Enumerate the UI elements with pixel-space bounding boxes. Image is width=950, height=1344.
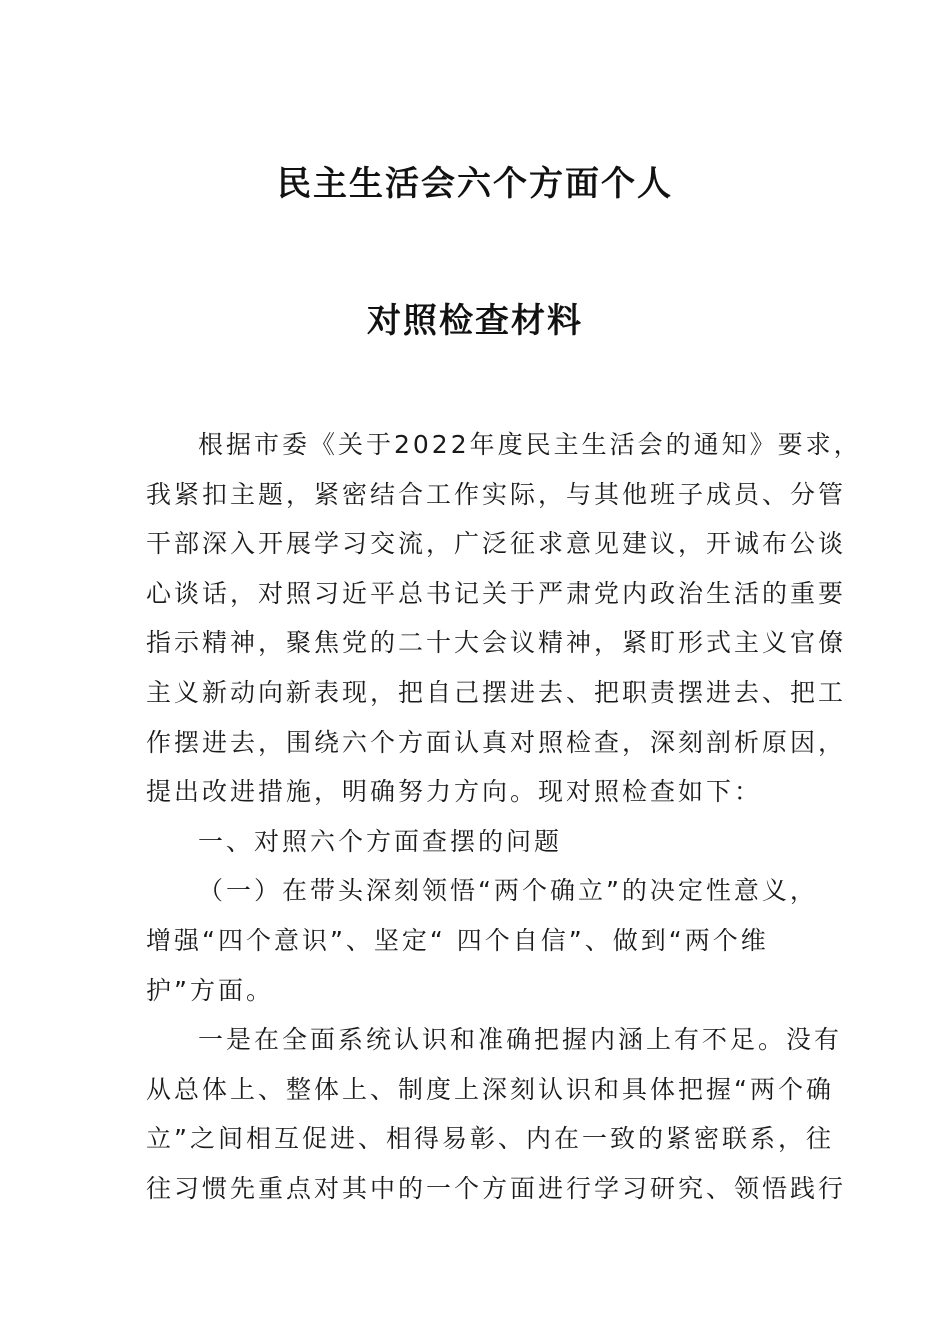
section-heading: 一、对照六个方面查摆的问题 <box>198 826 563 856</box>
paragraph-intro-line: 提出改进措施，明确努力方向。现对照检查如下： <box>146 777 763 807</box>
paragraph-intro-line: 指示精神，聚焦党的二十大会议精神，紧盯形式主义官僚 <box>146 628 847 658</box>
paragraph-intro-line: 我紧扣主题，紧密结合工作实际，与其他班子成员、分管 <box>146 479 847 509</box>
document-title-line-1: 民主生活会六个方面个人 <box>277 164 673 204</box>
paragraph-point-one-line: 一是在全面系统认识和准确把握内涵上有不足。没有 <box>198 1025 843 1055</box>
paragraph-intro-line: 主义新动向新表现，把自己摆进去、把职责摆进去、把工 <box>146 677 847 707</box>
paragraph-intro-line: 干部深入开展学习交流，广泛征求意见建议，开诚布公谈 <box>146 529 847 559</box>
document-body <box>146 420 862 1214</box>
document-title-line-2: 对照检查材料 <box>367 301 583 341</box>
paragraph-point-one-line: 立”之间相互促进、相得易彰、内在一致的紧密联系，往 <box>146 1124 834 1154</box>
paragraph-point-one-line: 从总体上、整体上、制度上深刻认识和具体把握“两个确 <box>146 1074 834 1104</box>
paragraph-point-one-line: 往习惯先重点对其中的一个方面进行学习研究、领悟践行 <box>146 1173 847 1203</box>
paragraph-intro-line: 心谈话，对照习近平总书记关于严肃党内政治生活的重要 <box>146 578 847 608</box>
subsection-heading-line: 护”方面。 <box>146 975 274 1005</box>
subsection-heading-line: （一）在带头深刻领悟“两个确立”的决定性意义， <box>198 876 818 906</box>
subsection-heading-line: 增强“四个意识”、坚定“ 四个自信”、做到“两个维 <box>146 925 769 955</box>
paragraph-intro-line: 作摆进去，围绕六个方面认真对照检查，深刻剖析原因， <box>146 727 847 757</box>
paragraph-intro-line: 根据市委《关于2022年度民主生活会的通知》要求， <box>198 430 862 459</box>
